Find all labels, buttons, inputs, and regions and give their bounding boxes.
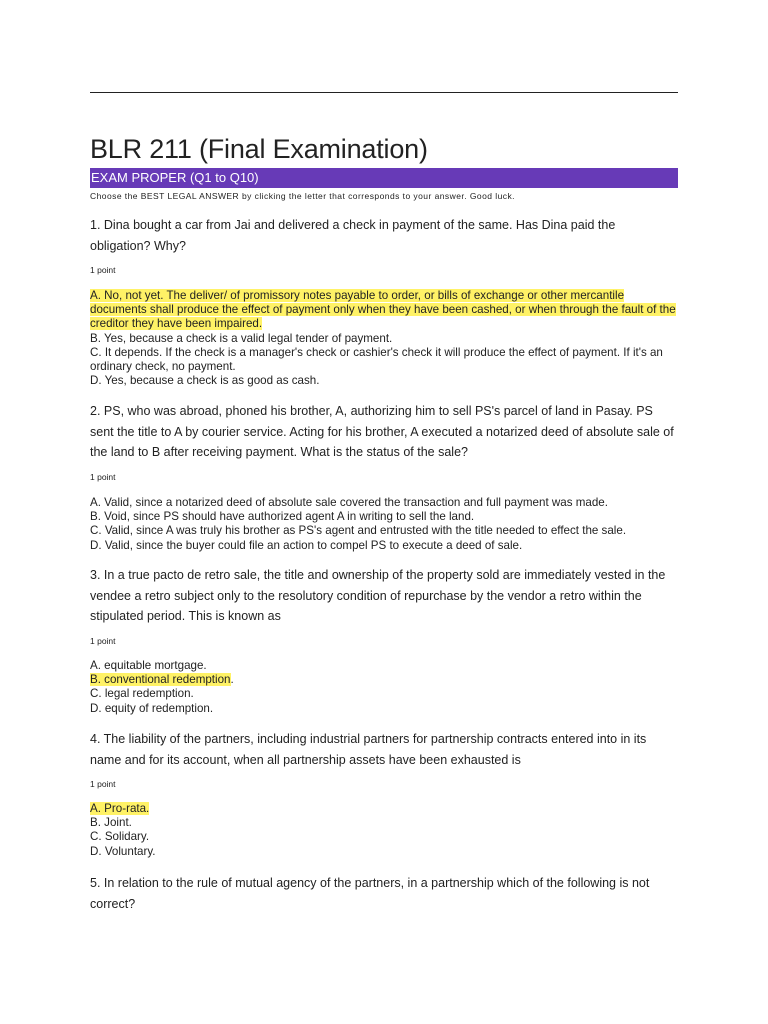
question-2-text: 2. PS, who was abroad, phoned his brother, A, authorizing him to sell PS's parcel of land in Pasay. PS sent the title to A by courier service. Acting for his brother, A executed a notarized deed of absolute sale of the land to B after receiving payment. What is the status of the sale? bbox=[90, 404, 674, 459]
question-2-option-d[interactable]: D. Valid, since the buyer could file an action to compel PS to execute a deed of sale. bbox=[90, 538, 523, 552]
top-divider bbox=[90, 92, 678, 93]
question-4-option-c[interactable]: C. Solidary. bbox=[90, 830, 150, 844]
question-2-option-a[interactable]: A. Valid, since a notarized deed of absolute sale covered the transaction and full payment was made. bbox=[90, 496, 608, 509]
question-2-option-b[interactable]: B. Void, since PS should have authorized agent A in writing to sell the land. bbox=[90, 510, 475, 524]
question-1-text: 1. Dina bought a car from Jai and delivered a check in payment of the same. Has Dina paid the obligation? Why? bbox=[90, 218, 616, 253]
page-title: BLR 211 (Final Examination) bbox=[90, 134, 428, 164]
question-2-points: 1 point bbox=[90, 472, 116, 482]
selected-answer-highlight: B. conventional redemption bbox=[90, 673, 231, 687]
selected-answer-highlight: A. Pro-rata. bbox=[90, 802, 150, 815]
question-1-option-a[interactable] bbox=[90, 289, 678, 332]
question-4-options bbox=[90, 802, 678, 859]
question-3-options bbox=[90, 659, 678, 716]
selected-answer-highlight: A. No, not yet. The deliver/ of promissory notes payable to order, or bills of exchange or other mercantile documents shall produce the effect of payment only when they have been cashed, or when through the fault of the creditor they have been impaired. bbox=[90, 289, 676, 331]
question-1-option-d[interactable]: D. Yes, because a check is as good as cash. bbox=[90, 374, 320, 388]
question-3-option-c[interactable]: C. legal redemption. bbox=[90, 687, 194, 701]
question-4-option-d[interactable]: D. Voluntary. bbox=[90, 844, 156, 858]
section-banner: EXAM PROPER (Q1 to Q10) bbox=[90, 168, 678, 188]
question-4-text: 4. The liability of the partners, including industrial partners for partnership contracts entered into in its name and for its account, when all partnership assets have been exhausted is bbox=[90, 732, 647, 767]
question-1-option-c[interactable]: C. It depends. If the check is a manager's check or cashier's check it will produce the effect of payment. If it's an ordinary check, no payment. bbox=[90, 345, 663, 374]
question-3-option-a[interactable]: A. equitable mortgage. bbox=[90, 659, 207, 672]
question-3-points: 1 point bbox=[90, 636, 116, 646]
question-3-text: 3. In a true pacto de retro sale, the title and ownership of the property sold are immediately vested in the vendee a retro subject only to the resolutory condition of repurchase by the vendor a retro within the stipulated period. This is known as bbox=[90, 568, 666, 623]
option-period: . bbox=[230, 673, 234, 687]
question-3-option-d[interactable]: D. equity of redemption. bbox=[90, 701, 214, 715]
question-4-option-b[interactable]: B. Joint. bbox=[90, 816, 132, 830]
instructions-text: Choose the BEST LEGAL ANSWER by clicking the letter that corresponds to your answer. Good luck. bbox=[90, 191, 515, 201]
question-3-option-b[interactable] bbox=[90, 673, 678, 687]
question-2-options bbox=[90, 496, 678, 553]
question-1-points: 1 point bbox=[90, 265, 116, 275]
question-5-text: 5. In relation to the rule of mutual agency of the partners, in a partnership which of the following is not correct? bbox=[90, 876, 650, 911]
question-4-option-a[interactable] bbox=[90, 802, 678, 816]
question-1-option-b[interactable]: B. Yes, because a check is a valid legal tender of payment. bbox=[90, 331, 393, 345]
question-2-option-c[interactable]: C. Valid, since A was truly his brother as PS's agent and entrusted with the title needed to effect the sale. bbox=[90, 524, 627, 538]
question-4-points: 1 point bbox=[90, 779, 116, 789]
question-1-options bbox=[90, 289, 678, 388]
